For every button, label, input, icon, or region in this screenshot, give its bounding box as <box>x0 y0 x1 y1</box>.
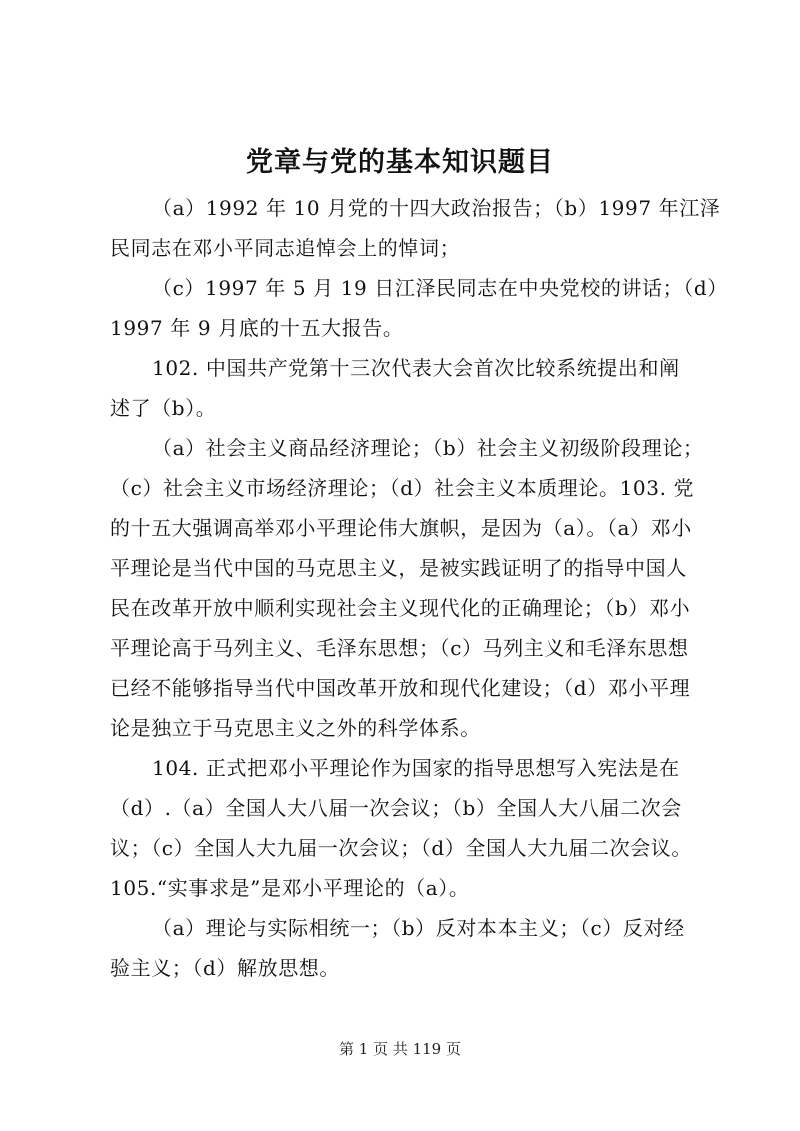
paragraph <box>110 908 720 988</box>
text-line: 论是独立于马克思主义之外的科学体系。 <box>110 716 481 740</box>
text-line: 平理论是当代中国的马克思主义，是被实践证明了的指导中国人 <box>110 556 687 580</box>
document-title: 党章与党的基本知识题目 <box>246 147 554 178</box>
paragraph <box>110 188 720 268</box>
text-line: 已经不能够指导当代中国改革开放和现代化建设；（d）邓小平理 <box>110 676 691 700</box>
paragraph <box>110 348 720 428</box>
page-footer: 第 1 页 共 119 页 <box>338 1040 461 1058</box>
text-line: 民在改革开放中顺利实现社会主义现代化的正确理论；（b）邓小 <box>110 596 691 620</box>
text-line: 105.“实事求是”是邓小平理论的（a）。 <box>110 876 470 900</box>
text-line: 平理论高于马列主义、毛泽东思想；（c）马列主义和毛泽东思想 <box>110 636 689 660</box>
paragraph <box>110 748 720 908</box>
text-line: （c）1997 年 5 月 19 日江泽民同志在中央党校的讲话；（d） <box>152 276 728 300</box>
text-line: 议；（c）全国人大九届一次会议；（d）全国人大九届二次会议。 <box>110 836 693 860</box>
text-line: 104. 正式把邓小平理论作为国家的指导思想写入宪法是在 <box>152 756 680 780</box>
text-line: （a）理论与实际相统一；（b）反对本本主义；（c）反对经 <box>152 916 685 940</box>
text-line: 验主义；（d）解放思想。 <box>110 956 341 980</box>
text-line: （c）社会主义市场经济理论；（d）社会主义本质理论。103. 党 <box>110 476 695 500</box>
text-line: 1997 年 9 月底的十五大报告。 <box>110 316 404 340</box>
text-line: （a）社会主义商品经济理论；（b）社会主义初级阶段理论； <box>152 436 704 460</box>
paragraph <box>110 268 728 348</box>
text-line: 民同志在邓小平同志追悼会上的悼词； <box>110 236 461 260</box>
text-line: （a）1992 年 10 月党的十四大政治报告；（b）1997 年江泽 <box>152 196 721 220</box>
text-line: 的十五大强调高举邓小平理论伟大旗帜，是因为（a）。（a）邓小 <box>110 516 692 540</box>
text-line: 102. 中国共产党第十三次代表大会首次比较系统提出和阐 <box>152 356 680 380</box>
text-line: （d）.（a）全国人大八届一次会议；（b）全国人大八届二次会 <box>110 796 682 820</box>
document-body <box>110 188 728 988</box>
paragraph <box>110 428 720 748</box>
text-line: 述了（b）。 <box>110 396 217 420</box>
